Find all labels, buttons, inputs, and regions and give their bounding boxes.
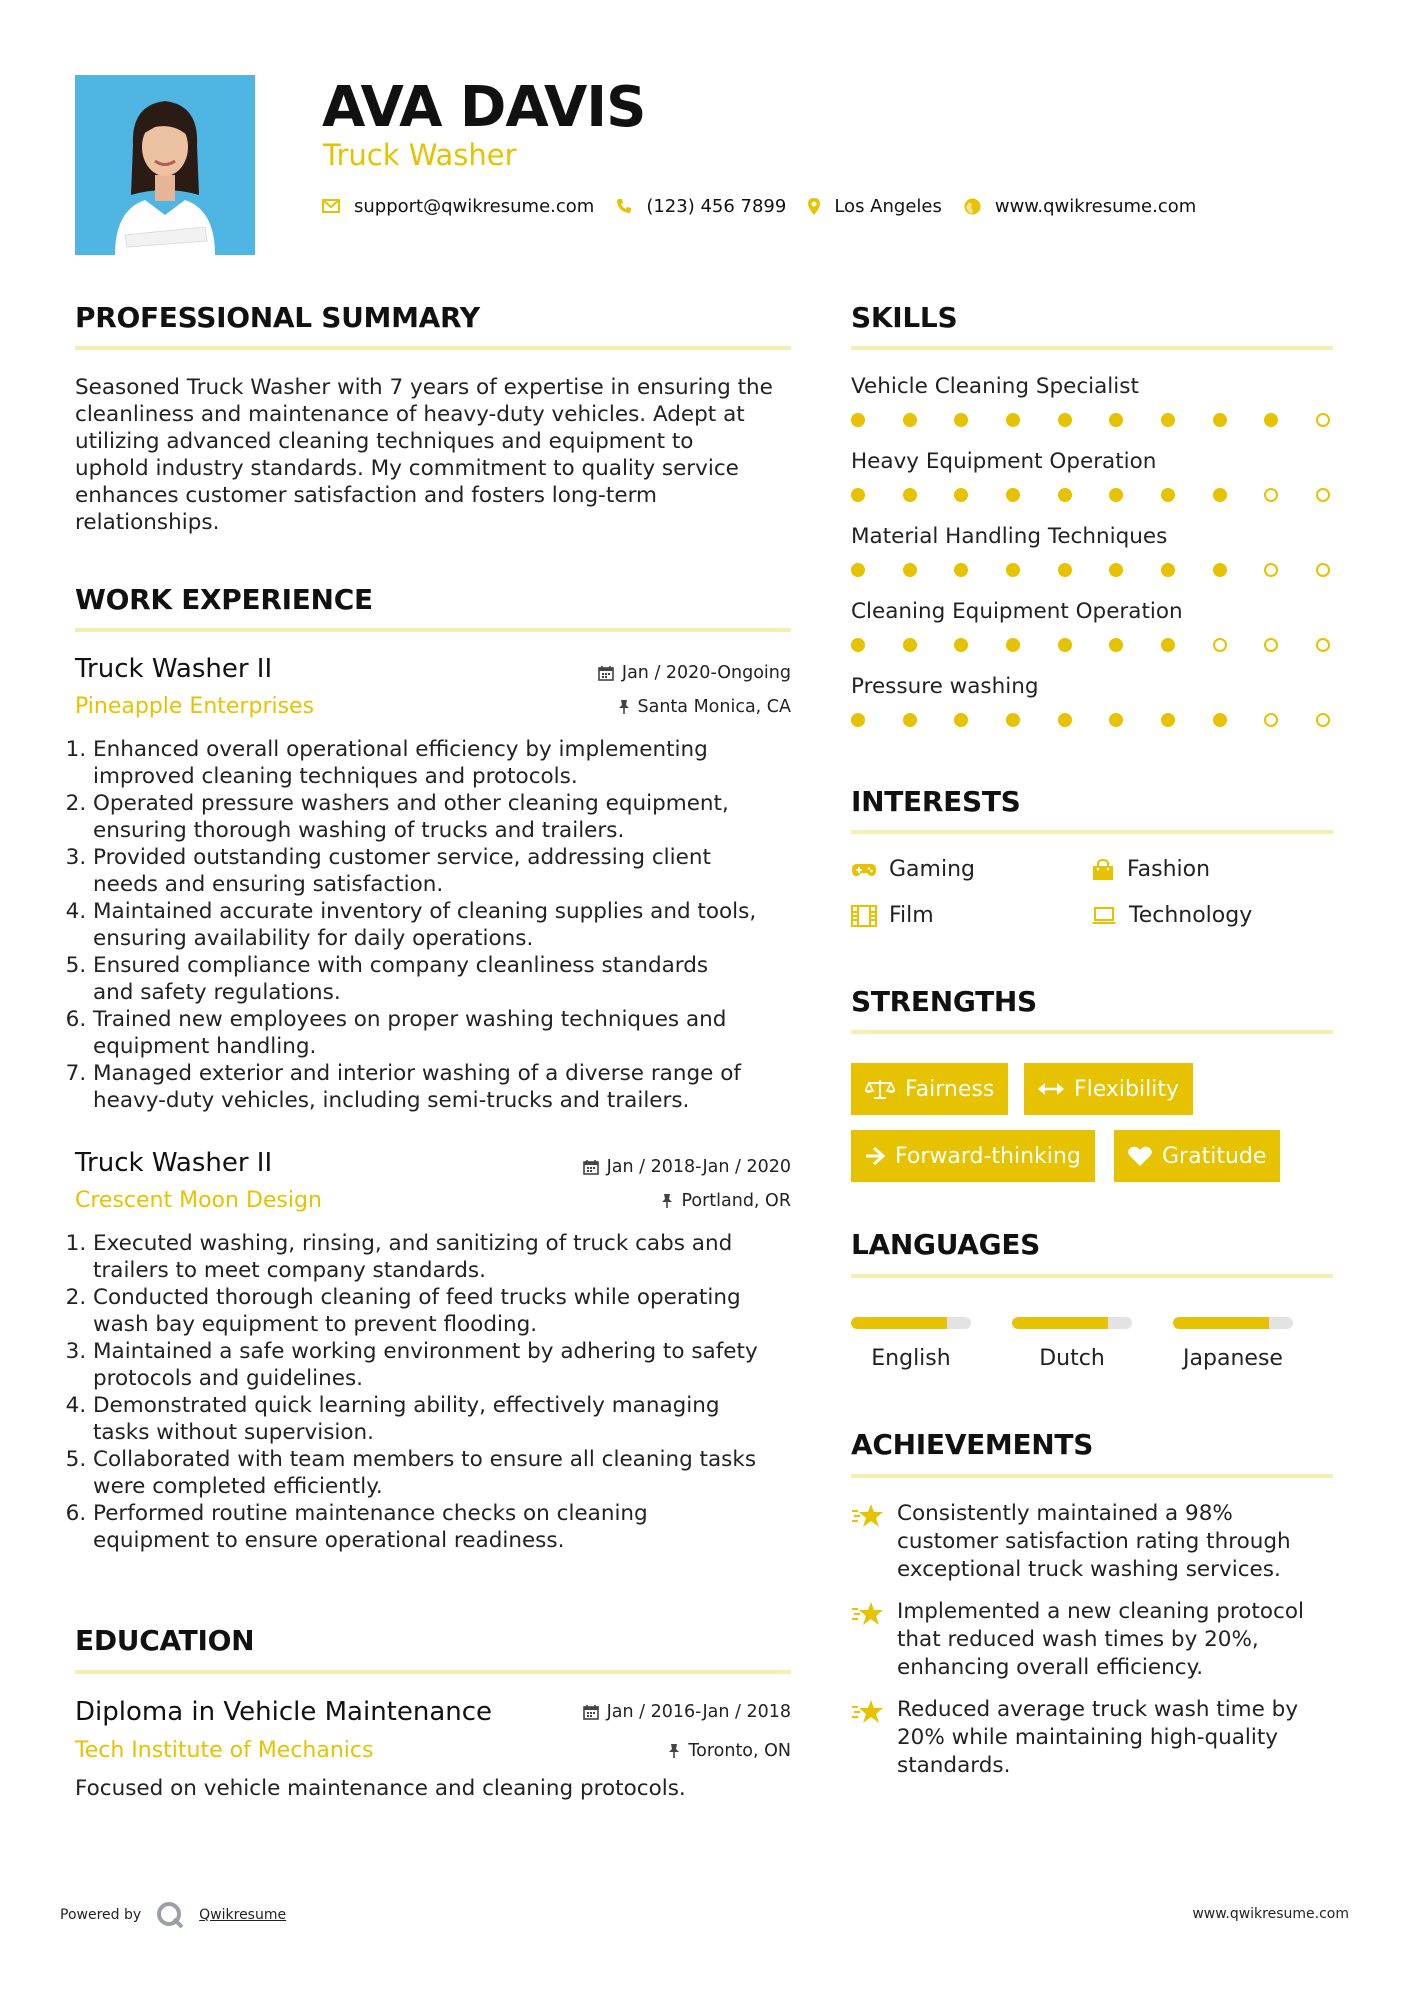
balance-scale-icon	[865, 1078, 895, 1100]
rating-dot-empty	[1213, 638, 1227, 652]
strengths-divider	[851, 1030, 1333, 1034]
laptop-icon	[1091, 907, 1117, 925]
calendar-icon	[583, 1704, 599, 1720]
rating-dot-filled	[1058, 713, 1072, 727]
rating-dot-empty	[1316, 413, 1330, 427]
candidate-name: AVA DAVIS	[322, 75, 646, 140]
company-name-2: Crescent Moon Design	[75, 1188, 322, 1213]
rating-dot-filled	[1109, 488, 1123, 502]
language-level-bar	[1173, 1317, 1293, 1329]
duty-item	[93, 1230, 823, 1284]
job-location-2	[661, 1191, 791, 1211]
rating-dot-filled	[1109, 713, 1123, 727]
duty-line: 3. Provided outstanding customer service, addressing client	[93, 845, 711, 870]
achievement-text	[897, 1696, 1298, 1780]
rating-dot-filled	[1213, 488, 1227, 502]
duty-item	[93, 1446, 823, 1500]
footer-url[interactable]: www.qwikresume.com	[1192, 1906, 1349, 1922]
rating-dot-filled	[903, 488, 917, 502]
qwikresume-logo-icon	[155, 1900, 185, 1930]
achievement-line: customer satisfaction rating through	[897, 1529, 1291, 1554]
achievement-line: Implemented a new cleaning protocol	[897, 1599, 1304, 1624]
achievement-line: that reduced wash times by 20%,	[897, 1627, 1259, 1652]
achievement-line: Consistently maintained a 98%	[897, 1501, 1233, 1526]
interest-label: Fashion	[1127, 857, 1211, 882]
rating-dot-filled	[1006, 713, 1020, 727]
strengths-heading: STRENGTHS	[851, 985, 1037, 1018]
job-dates-1	[598, 663, 791, 683]
duty-line: 2. Operated pressure washers and other cleaning equipment,	[93, 791, 729, 816]
contact-website[interactable]	[964, 196, 1196, 217]
rating-dot-filled	[903, 563, 917, 577]
contact-location	[808, 196, 942, 217]
footer-powered-by	[60, 1900, 286, 1930]
film-icon	[851, 905, 877, 927]
achievement-line: exceptional truck washing services.	[897, 1557, 1281, 1582]
duty-line: were completed efficiently.	[93, 1474, 383, 1499]
rating-dot-filled	[851, 713, 865, 727]
summary-line: uphold industry standards. My commitment to quality service	[75, 456, 739, 481]
achievements-list	[851, 1500, 1333, 1780]
rating-dot-empty	[1264, 638, 1278, 652]
duty-item	[93, 736, 823, 790]
rating-dot-filled	[1161, 638, 1175, 652]
contact-bar	[322, 194, 1218, 218]
job-title: Truck Washer	[323, 138, 517, 172]
duty-item	[93, 1392, 823, 1446]
duty-item	[93, 1338, 823, 1392]
contact-phone[interactable]	[616, 196, 786, 217]
skill-rating	[851, 413, 1330, 427]
pushpin-icon	[661, 1193, 673, 1209]
rating-dot-filled	[851, 413, 865, 427]
strength-fairness	[851, 1063, 1008, 1115]
summary-heading: PROFESSIONAL SUMMARY	[75, 301, 480, 334]
duty-line: 1. Executed washing, rinsing, and sanitizing of truck cabs and	[93, 1231, 733, 1256]
rating-dot-filled	[954, 413, 968, 427]
job-location-1	[618, 697, 792, 717]
duty-line: heavy-duty vehicles, including semi-trucks and trailers.	[93, 1088, 690, 1113]
strength-label: Flexibility	[1074, 1076, 1179, 1102]
rating-dot-filled	[1161, 413, 1175, 427]
skill-rating	[851, 563, 1330, 577]
duties-list-2	[75, 1230, 823, 1554]
language-level-fill	[851, 1317, 947, 1329]
rating-dot-filled	[1006, 563, 1020, 577]
pushpin-icon	[618, 699, 630, 715]
duty-line: 6. Trained new employees on proper washing techniques and	[93, 1007, 727, 1032]
rating-dot-filled	[851, 638, 865, 652]
contact-email[interactable]	[322, 196, 594, 217]
strength-label: Fairness	[905, 1076, 995, 1102]
duty-line: protocols and guidelines.	[93, 1366, 363, 1391]
achievement-text	[897, 1500, 1291, 1584]
education-dates-text: Jan / 2016-Jan / 2018	[606, 1702, 791, 1722]
rating-dot-filled	[1213, 563, 1227, 577]
rating-dot-filled	[1006, 638, 1020, 652]
duty-item	[93, 1060, 823, 1114]
interest-film	[851, 903, 934, 928]
interest-label: Gaming	[889, 857, 975, 882]
duty-line: ensuring availability for daily operations.	[93, 926, 534, 951]
experience-heading: WORK EXPERIENCE	[75, 583, 373, 616]
duty-line: trailers to meet company standards.	[93, 1258, 486, 1283]
rating-dot-filled	[1264, 413, 1278, 427]
star-trophy-icon	[851, 1698, 885, 1726]
duty-line: 5. Collaborated with team members to ensure all cleaning tasks	[93, 1447, 757, 1472]
rating-dot-filled	[1006, 413, 1020, 427]
achievement-line: enhancing overall efficiency.	[897, 1655, 1204, 1680]
summary-line: utilizing advanced cleaning techniques and equipment to	[75, 429, 694, 454]
qwikresume-link[interactable]: Qwikresume	[199, 1907, 287, 1923]
job-title-1: Truck Washer II	[75, 654, 273, 684]
skill-name: Pressure washing	[851, 674, 1039, 699]
duty-line: ensuring thorough washing of trucks and trailers.	[93, 818, 625, 843]
job-dates-text: Jan / 2018-Jan / 2020	[606, 1157, 791, 1177]
interest-gaming	[851, 857, 975, 882]
languages-divider	[851, 1274, 1333, 1278]
rating-dot-filled	[1109, 413, 1123, 427]
strength-forward-thinking	[851, 1130, 1095, 1182]
interests-divider	[851, 830, 1333, 834]
skill-rating	[851, 638, 1330, 652]
shopping-bag-icon	[1091, 859, 1115, 881]
star-trophy-icon	[851, 1600, 885, 1628]
map-marker-icon	[808, 198, 820, 215]
skill-row	[851, 674, 1333, 749]
duty-line: 4. Maintained accurate inventory of cleaning supplies and tools,	[93, 899, 757, 924]
achievement-item	[851, 1696, 1333, 1780]
duty-item	[93, 1006, 823, 1060]
language-name: Japanese	[1183, 1346, 1283, 1371]
language-item	[851, 1317, 971, 1371]
duty-line: 7. Managed exterior and interior washing of a diverse range of	[93, 1061, 741, 1086]
rating-dot-filled	[1006, 488, 1020, 502]
envelope-icon	[322, 199, 340, 213]
interest-fashion	[1091, 857, 1210, 882]
summary-line: Seasoned Truck Washer with 7 years of expertise in ensuring the	[75, 375, 773, 400]
languages-list	[851, 1317, 1333, 1377]
rating-dot-filled	[1058, 563, 1072, 577]
strength-label: Gratitude	[1162, 1143, 1267, 1169]
duty-line: 5. Ensured compliance with company cleanliness standards	[93, 953, 709, 978]
duty-item	[93, 898, 823, 952]
education-dates	[583, 1702, 791, 1722]
rating-dot-filled	[1161, 488, 1175, 502]
gamepad-icon	[851, 862, 877, 878]
summary-line: relationships.	[75, 510, 220, 535]
rating-dot-empty	[1264, 563, 1278, 577]
duties-list-1	[75, 736, 823, 1114]
language-level-bar	[1012, 1317, 1132, 1329]
skills-divider	[851, 346, 1333, 350]
job-location-text: Portland, OR	[681, 1191, 791, 1211]
arrows-horizontal-icon	[1038, 1082, 1064, 1096]
rating-dot-filled	[954, 713, 968, 727]
achievements-heading: ACHIEVEMENTS	[851, 1428, 1094, 1461]
rating-dot-filled	[903, 638, 917, 652]
skill-row	[851, 449, 1333, 524]
globe-icon	[964, 198, 981, 215]
language-name: Dutch	[1039, 1346, 1105, 1371]
rating-dot-filled	[1058, 488, 1072, 502]
rating-dot-empty	[1316, 563, 1330, 577]
skills-heading: SKILLS	[851, 301, 958, 334]
phone-icon	[616, 198, 632, 214]
rating-dot-filled	[954, 638, 968, 652]
achievement-line: Reduced average truck wash time by	[897, 1697, 1299, 1722]
calendar-icon	[583, 1159, 599, 1175]
rating-dot-filled	[1161, 713, 1175, 727]
skill-rating	[851, 713, 1330, 727]
duty-line: 4. Demonstrated quick learning ability, effectively managing	[93, 1393, 720, 1418]
interests-heading: INTERESTS	[851, 785, 1021, 818]
rating-dot-filled	[1213, 413, 1227, 427]
rating-dot-empty	[1316, 488, 1330, 502]
achievement-text	[897, 1598, 1304, 1682]
powered-by-label: Powered by	[60, 1907, 142, 1923]
achievement-item	[851, 1598, 1333, 1682]
rating-dot-filled	[1058, 413, 1072, 427]
achievement-line: 20% while maintaining high-quality	[897, 1725, 1279, 1750]
job-dates-2	[583, 1157, 791, 1177]
interest-label: Technology	[1129, 903, 1253, 928]
rating-dot-filled	[1058, 638, 1072, 652]
job-dates-text: Jan / 2020-Ongoing	[621, 663, 791, 683]
language-item	[1173, 1317, 1293, 1371]
skill-name: Cleaning Equipment Operation	[851, 599, 1183, 624]
contact-website-text: www.qwikresume.com	[994, 195, 1197, 217]
skill-name: Material Handling Techniques	[851, 524, 1168, 549]
rating-dot-filled	[903, 713, 917, 727]
calendar-icon	[598, 665, 614, 681]
duty-line: equipment to ensure operational readiness.	[93, 1528, 565, 1553]
language-level-fill	[1173, 1317, 1269, 1329]
language-level-fill	[1012, 1317, 1108, 1329]
duty-item	[93, 790, 823, 844]
pushpin-icon	[668, 1743, 680, 1759]
summary-line: cleanliness and maintenance of heavy-duty vehicles. Adept at	[75, 402, 745, 427]
skill-row	[851, 524, 1333, 599]
duty-line: 3. Maintained a safe working environment by adhering to safety	[93, 1339, 758, 1364]
achievement-item	[851, 1500, 1333, 1584]
skill-name: Vehicle Cleaning Specialist	[851, 374, 1139, 399]
summary-divider	[75, 346, 791, 350]
duty-item	[93, 844, 823, 898]
duty-line: needs and ensuring satisfaction.	[93, 872, 444, 897]
duty-line: wash bay equipment to prevent flooding.	[93, 1312, 538, 1337]
education-location-text: Toronto, ON	[688, 1741, 791, 1761]
skills-list	[851, 374, 1333, 749]
achievement-line: standards.	[897, 1753, 1011, 1778]
strength-gratitude	[1114, 1130, 1280, 1182]
duty-line: 6. Performed routine maintenance checks on cleaning	[93, 1501, 648, 1526]
rating-dot-filled	[1213, 713, 1227, 727]
education-heading: EDUCATION	[75, 1624, 255, 1657]
rating-dot-filled	[1109, 638, 1123, 652]
language-name: English	[871, 1346, 951, 1371]
arrow-right-icon	[865, 1147, 885, 1165]
interest-technology	[1091, 903, 1252, 928]
rating-dot-filled	[851, 488, 865, 502]
rating-dot-empty	[1316, 638, 1330, 652]
language-level-bar	[851, 1317, 971, 1329]
rating-dot-filled	[954, 488, 968, 502]
skill-row	[851, 599, 1333, 674]
profile-photo	[75, 75, 255, 255]
rating-dot-empty	[1264, 488, 1278, 502]
duty-line: equipment handling.	[93, 1034, 317, 1059]
rating-dot-filled	[1109, 563, 1123, 577]
rating-dot-filled	[903, 413, 917, 427]
portrait-image	[75, 75, 255, 255]
rating-dot-filled	[1161, 563, 1175, 577]
summary-text	[75, 374, 795, 536]
job-title-2: Truck Washer II	[75, 1148, 273, 1178]
strength-flexibility	[1024, 1063, 1193, 1115]
summary-line: enhances customer satisfaction and fosters long-term	[75, 483, 657, 508]
duty-line: 1. Enhanced overall operational efficiency by implementing	[93, 737, 708, 762]
skill-row	[851, 374, 1333, 449]
duty-line: 2. Conducted thorough cleaning of feed trucks while operating	[93, 1285, 741, 1310]
job-location-text: Santa Monica, CA	[637, 697, 791, 717]
education-divider	[75, 1670, 791, 1674]
languages-heading: LANGUAGES	[851, 1228, 1041, 1261]
duty-item	[93, 952, 823, 1006]
contact-email-text: support@qwikresume.com	[354, 195, 595, 217]
rating-dot-filled	[851, 563, 865, 577]
rating-dot-empty	[1264, 713, 1278, 727]
duty-line: improved cleaning techniques and protocols.	[93, 764, 578, 789]
education-description: Focused on vehicle maintenance and cleaning protocols.	[75, 1776, 686, 1801]
achievements-divider	[851, 1474, 1333, 1478]
strength-label: Forward-thinking	[895, 1143, 1081, 1169]
contact-location-text: Los Angeles	[834, 195, 942, 217]
skill-rating	[851, 488, 1330, 502]
duty-item	[93, 1284, 823, 1338]
rating-dot-empty	[1316, 713, 1330, 727]
duty-line: tasks without supervision.	[93, 1420, 374, 1445]
contact-phone-text: (123) 456 7899	[646, 195, 787, 217]
duty-line: and safety regulations.	[93, 980, 341, 1005]
company-name-1: Pineapple Enterprises	[75, 694, 315, 719]
degree-title: Diploma in Vehicle Maintenance	[75, 1697, 493, 1727]
star-trophy-icon	[851, 1502, 885, 1530]
interest-label: Film	[889, 903, 934, 928]
duty-item	[93, 1500, 823, 1554]
heart-icon	[1128, 1146, 1152, 1167]
school-name: Tech Institute of Mechanics	[75, 1738, 374, 1763]
experience-divider	[75, 628, 791, 632]
rating-dot-filled	[954, 563, 968, 577]
language-item	[1012, 1317, 1132, 1371]
skill-name: Heavy Equipment Operation	[851, 449, 1157, 474]
education-location	[668, 1741, 791, 1761]
